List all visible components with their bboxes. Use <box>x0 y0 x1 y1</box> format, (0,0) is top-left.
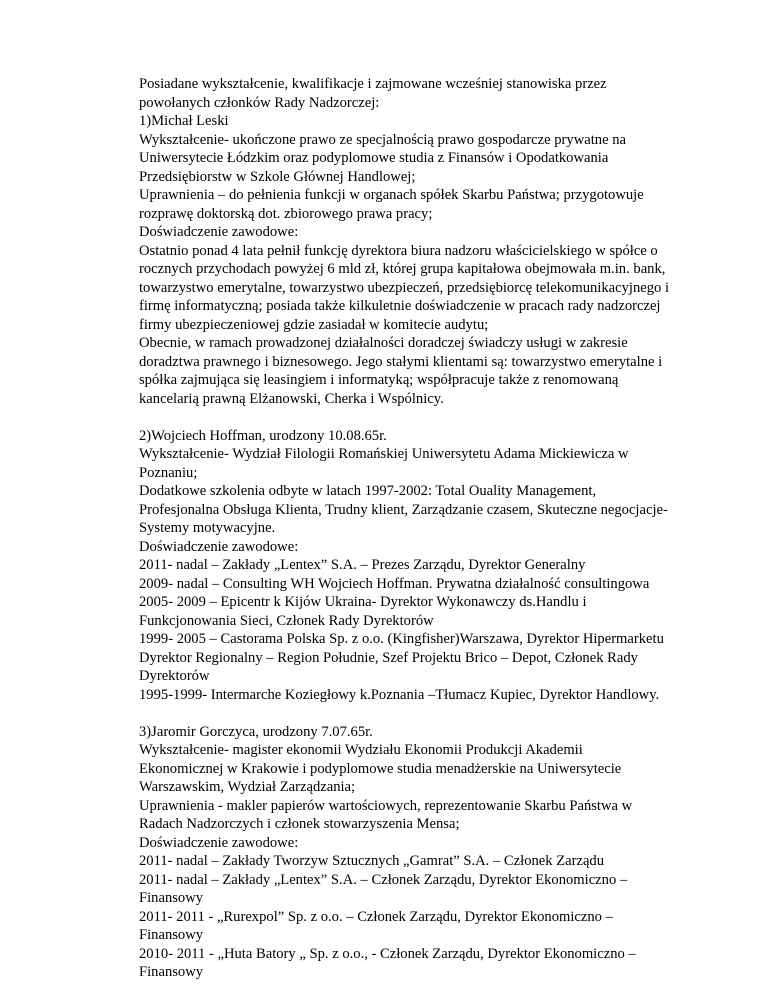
text-line: 2005- 2009 – Epicentr k Kijów Ukraina- Dyrektor Wykonawczy ds.Handlu i <box>139 594 587 610</box>
text-line: 3)Jaromir Gorczyca, urodzony 7.07.65r. <box>139 723 373 740</box>
text-line: Wykształcenie- ukończone prawo ze specjalnością prawo gospodarcze prywatne na <box>139 131 626 148</box>
text-line: 2)Wojciech Hoffman, urodzony 10.08.65r. <box>139 427 387 444</box>
text-line: 2011- 2011 - „Rurexpol” Sp. z o.o. – Członek Zarządu, Dyrektor Ekonomiczno – <box>139 908 613 925</box>
text-line: powołanych członków Rady Nadzorczej: <box>139 94 380 111</box>
text-line: kancelarią prawną Elżanowski, Cherka i Wspólnicy. <box>139 390 444 407</box>
text-line: doradztwa prawnego i biznesowego. Jego stałymi klientami są: towarzystwo emerytalne i <box>139 353 663 370</box>
text-line: Uprawnienia - makler papierów wartościowych, reprezentowanie Skarbu Państwa w <box>139 797 633 814</box>
text-line: 2010- 2011 - „Huta Batory „ Sp. z o.o., - Członek Zarządu, Dyrektor Ekonomiczno – <box>139 945 636 962</box>
text-line: 2011- nadal – Zakłady „Lentex” S.A. – Członek Zarządu, Dyrektor Ekonomiczno – <box>139 871 628 888</box>
text-line: rozprawę doktorską dot. zbiorowego prawa pracy; <box>139 205 433 222</box>
text-line: Uprawnienia – do pełnienia funkcji w organach spółek Skarbu Państwa; przygotowuje <box>139 187 644 203</box>
text-line: Finansowy <box>139 964 204 980</box>
text-line: firmy ubezpieczeniowej gdzie zasiadał w komitecie audytu; <box>139 316 489 333</box>
text-line: 1999- 2005 – Castorama Polska Sp. z o.o. (Kingfisher)Warszawa, Dyrektor Hipermarketu <box>139 631 664 647</box>
text-line: Wykształcenie- Wydział Filologii Romańskiej Uniwersytetu Adama Mickiewicza w <box>139 446 629 462</box>
text-line: Obecnie, w ramach prowadzonej działalności doradczej świadczy usługi w zakresie <box>139 335 628 351</box>
text-line: 2009- nadal – Consulting WH Wojciech Hoffman. Prywatna działalność consultingowa <box>139 575 650 592</box>
text-line: Przedsiębiorstw w Szkole Głównej Handlowej; <box>139 168 416 185</box>
text-line: Warszawskim, Wydział Zarządzania; <box>139 779 356 795</box>
text-line: Dyrektor Regionalny – Region Południe, Szef Projektu Brico – Depot, Członek Rady <box>139 649 638 666</box>
paragraph-gap <box>139 704 739 723</box>
text-line: 1)Michał Leski <box>139 113 229 129</box>
document-page <box>139 75 739 982</box>
text-line: spółka zajmująca się leasingiem i informatyką; współpracuje także z renomowaną <box>139 372 619 388</box>
text-line: Finansowy <box>139 927 204 943</box>
section-wojciech-hoffman <box>139 427 739 705</box>
text-line: Funkcjonowania Sieci, Członek Rady Dyrektorów <box>139 612 434 629</box>
section-michal-leski <box>139 75 739 408</box>
text-line: Dodatkowe szkolenia odbyte w latach 1997-2002: Total Ouality Management, <box>139 483 597 499</box>
text-line: Dyrektorów <box>139 668 210 684</box>
text-line: 2011- nadal – Zakłady Tworzyw Sztucznych „Gamrat” S.A. – Członek Zarządu <box>139 853 605 869</box>
text-line: rocznych przychodach powyżej 6 mld zł, której grupa kapitałowa obejmowała m.in. bank, <box>139 261 666 277</box>
text-line: Ostatnio ponad 4 lata pełnił funkcję dyrektora biura nadzoru właścicielskiego w spółce o <box>139 242 658 259</box>
text-line: Wykształcenie- magister ekonomii Wydziału Ekonomii Produkcji Akademii <box>139 742 583 758</box>
text-line: Doświadczenie zawodowe: <box>139 224 299 240</box>
text-line: Profesjonalna Obsługa Klienta, Trudny klient, Zarządzanie czasem, Skuteczne negocjacje- <box>139 501 668 518</box>
text-line: firmę informatyczną; posiada także kilkuletnie doświadczenie w pracach rady nadzorczej <box>139 298 661 314</box>
text-line: Uniwersytecie Łódzkim oraz podyplomowe studia z Finansów i Opodatkowania <box>139 150 609 166</box>
text-line: Finansowy <box>139 890 204 906</box>
text-line: Ekonomicznej w Krakowie i podyplomowe studia menadżerskie na Uniwersytecie <box>139 760 622 777</box>
paragraph-gap <box>139 408 739 427</box>
section-jaromir-gorczyca <box>139 723 739 982</box>
text-line: Doświadczenie zawodowe: <box>139 834 299 851</box>
text-line: 1995-1999- Intermarche Koziegłowy k.Poznania –Tłumacz Kupiec, Dyrektor Handlowy. <box>139 686 660 703</box>
text-line: Systemy motywacyjne. <box>139 520 276 536</box>
text-line: 2011- nadal – Zakłady „Lentex” S.A. – Prezes Zarządu, Dyrektor Generalny <box>139 557 586 573</box>
text-line: Doświadczenie zawodowe: <box>139 538 299 555</box>
text-line: towarzystwo emerytalne, towarzystwo ubezpieczeń, przedsiębiorcę telekomunikacyjnego i <box>139 279 670 296</box>
text-line: Radach Nadzorczych i członek stowarzyszenia Mensa; <box>139 816 460 832</box>
text-line: Poznaniu; <box>139 464 198 481</box>
text-line: Posiadane wykształcenie, kwalifikacje i zajmowane wcześniej stanowiska przez <box>139 76 607 92</box>
